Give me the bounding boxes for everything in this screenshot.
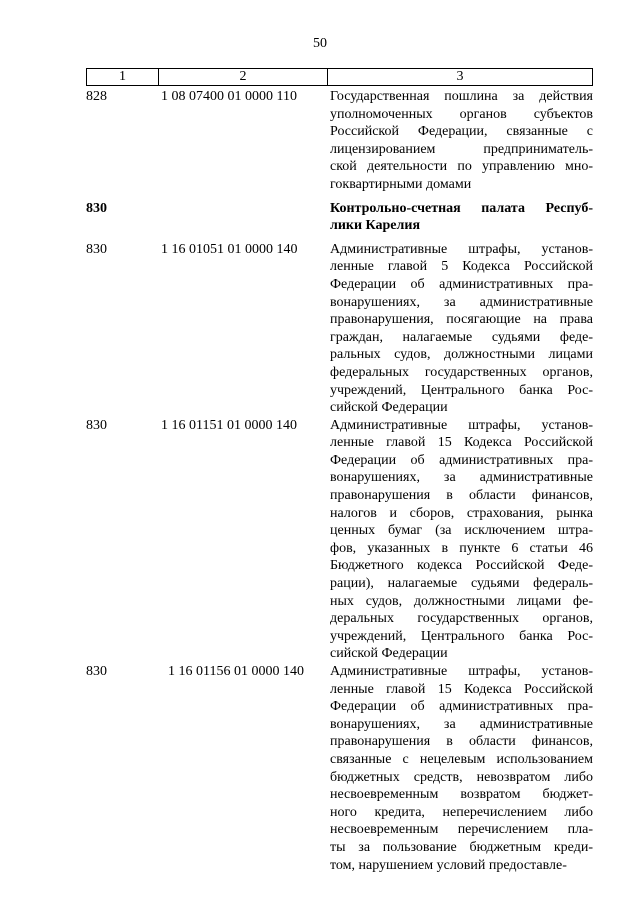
budget-classification-code: 1 16 01151 01 0000 140 [161, 417, 297, 433]
description-line: федеральных государственных органов, [330, 364, 593, 380]
description-line: Бюджетного кодекса Российской Феде- [330, 558, 593, 574]
description-line: Административные штрафы, установ- [330, 664, 593, 679]
budget-admin-code: 830 [86, 200, 107, 216]
income-description [330, 663, 593, 874]
description-line: вонарушениях, за административные [330, 294, 593, 310]
description-line: сийской Федерации [330, 400, 448, 416]
table-header [86, 68, 593, 86]
description-line: Федерации об административных пра- [330, 276, 593, 292]
table-row [86, 417, 593, 663]
description-line: Административные штрафы, установ- [330, 417, 593, 433]
description-line: лики Карелия [330, 218, 421, 234]
description-line: сийской Федерации [330, 646, 448, 662]
budget-admin-code: 830 [86, 417, 107, 433]
description-line: гоквартирными домами [330, 176, 472, 192]
description-line: ных судов, должностными лицами фе- [330, 593, 593, 609]
description-line: учреждений, Центрального банка Рос- [330, 628, 593, 644]
income-description [330, 200, 593, 235]
header-col-1: 1 [87, 69, 159, 85]
description-line: налогов и сборов, страхования, рынка [330, 505, 593, 521]
budget-classification-code: 1 16 01156 01 0000 140 [168, 664, 304, 679]
description-line: ценных бумаг (за исключением штра- [330, 523, 593, 539]
budget-classification-code: 1 16 01051 01 0000 140 [161, 241, 298, 257]
description-line: правонарушения в области финансов, [330, 734, 593, 750]
description-line: ного кредита, неперечислением либо [330, 804, 593, 820]
budget-admin-code: 828 [86, 89, 107, 104]
description-line: рации), налагаемые судьями федераль- [330, 576, 593, 592]
description-line: ской деятельности по управлению мно- [330, 159, 593, 175]
header-col-2: 2 [159, 69, 328, 85]
table-body [86, 88, 593, 874]
description-line: вонарушениях, за административные [330, 470, 593, 486]
description-line: Государственная пошлина за действия [330, 89, 593, 104]
description-line: ленные главой 5 Кодекса Российской [330, 259, 593, 275]
description-line: Федерации об административных пра- [330, 452, 593, 468]
description-line: бюджетных средств, невозвратом либо [330, 769, 593, 785]
budget-admin-code: 830 [86, 664, 107, 679]
description-line: несвоевременным перечислением пла- [330, 822, 593, 838]
description-line: Российской Федерации, связанные с [330, 124, 593, 140]
budget-admin-code: 830 [86, 241, 107, 257]
description-line: уполномоченных органов субъектов [330, 106, 593, 122]
table-row [86, 663, 593, 874]
description-line: ты за пользование бюджетным креди- [330, 839, 593, 855]
description-line: правонарушения, посягающие на права [330, 312, 593, 328]
description-line: лицензированием предприниматель- [330, 141, 593, 157]
description-line: ральных судов, должностными лицами [330, 347, 593, 363]
table-row [86, 200, 593, 235]
description-line: Административные штрафы, установ- [330, 241, 593, 257]
description-line: учреждений, Центрального банка Рос- [330, 382, 593, 398]
description-line: деральных государственных органов, [330, 611, 593, 627]
income-description [330, 241, 593, 417]
header-col-3: 3 [456, 69, 464, 84]
page-number: 50 [313, 36, 327, 51]
description-line: вонарушениях, за административные [330, 716, 593, 732]
description-line: фов, указанных в пункте 6 статьи 46 [330, 540, 593, 556]
description-line: ленные главой 15 Кодекса Российской [330, 681, 593, 697]
description-line: граждан, налагаемые судьями феде- [330, 329, 593, 345]
table-row [86, 88, 593, 194]
income-description [330, 417, 593, 663]
description-line: Контрольно-счетная палата Респуб- [330, 200, 593, 216]
description-line: ленные главой 15 Кодекса Российской [330, 435, 593, 451]
table-row [86, 241, 593, 417]
income-description [330, 88, 593, 194]
budget-classification-code: 1 08 07400 01 0000 110 [161, 89, 297, 104]
description-line: связанные с нецелевым использованием [330, 751, 593, 767]
description-line: том, нарушением условий предоставле- [330, 857, 567, 873]
description-line: правонарушения в области финансов, [330, 488, 593, 504]
description-line: Федерации об административных пра- [330, 699, 593, 715]
description-line: несвоевременным возвратом бюджет- [330, 787, 593, 803]
